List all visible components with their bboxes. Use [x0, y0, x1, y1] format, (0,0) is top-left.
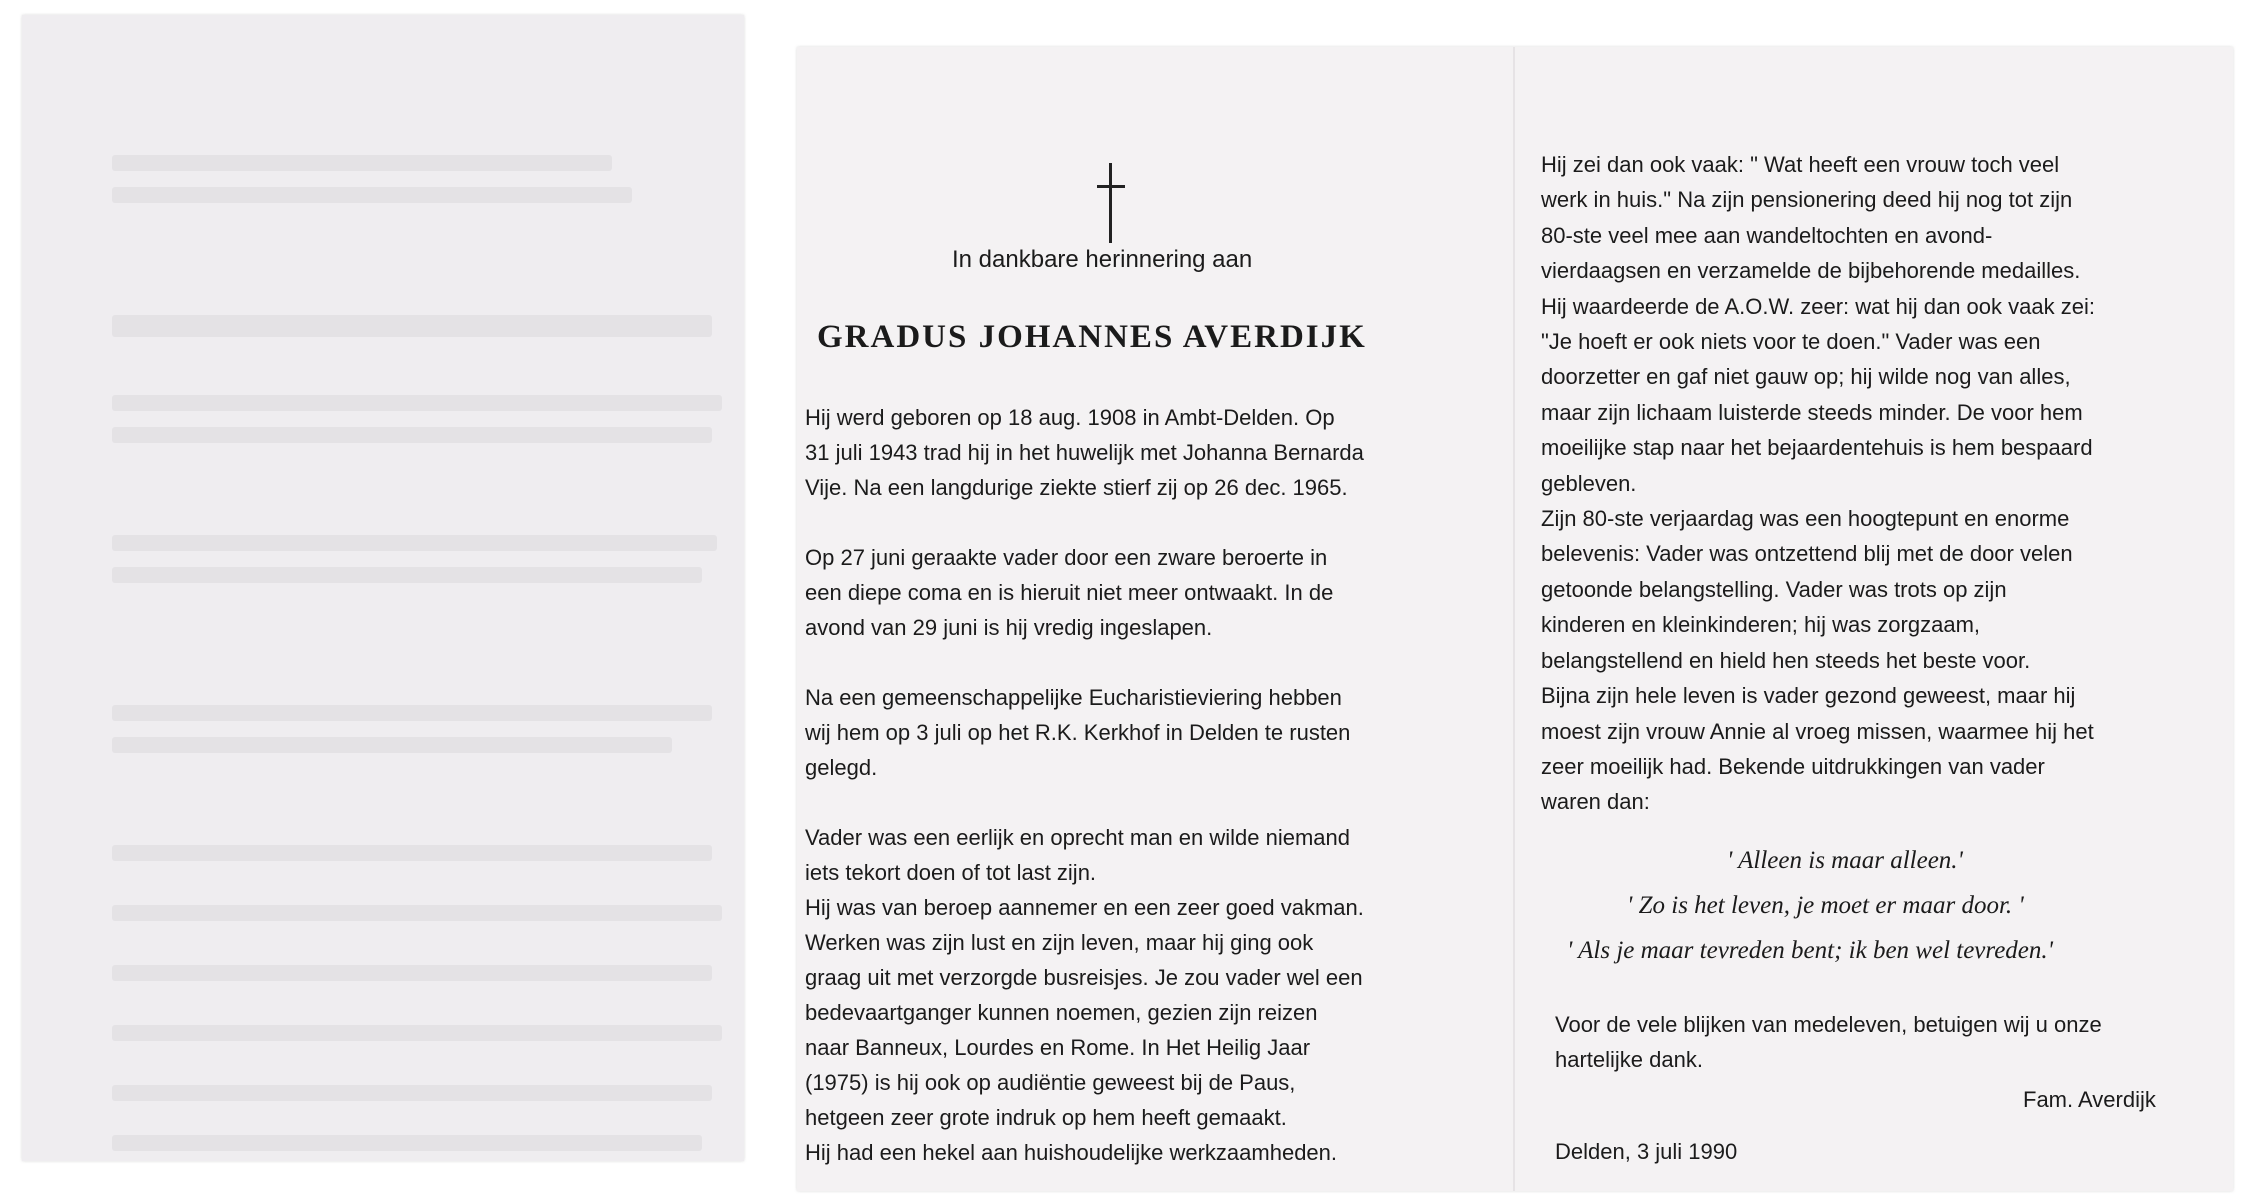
show-through-text — [112, 965, 712, 981]
text-line: maar zijn lichaam luisterde steeds minder. De voor hem — [1541, 399, 2083, 425]
show-through-text — [112, 427, 712, 443]
text-line: Zijn 80-ste verjaardag was een hoogtepunt en enorme — [1541, 506, 2070, 532]
show-through-text — [112, 1135, 702, 1151]
paragraph-life — [805, 820, 1445, 1170]
show-through-text — [112, 567, 702, 583]
text-line: getoonde belangstelling. Vader was trots op zijn — [1541, 576, 2007, 602]
paragraph-birth-marriage — [805, 400, 1445, 505]
text-line: Op 27 juni geraakte vader door een zware beroerte in — [805, 545, 1328, 570]
show-through-text — [112, 1085, 712, 1101]
text-line: gebleven. — [1541, 470, 1637, 496]
show-through-text — [112, 845, 712, 861]
text-line: kinderen en kleinkinderen; hij was zorgzaam, — [1541, 612, 1981, 638]
show-through-text — [112, 395, 722, 411]
text-line: doorzetter en gaf niet gauw op; hij wilde nog van alles, — [1541, 364, 2071, 390]
text-line: belangstellend en hield hen steeds het beste voor. — [1541, 647, 2031, 673]
text-line: hetgeen zeer grote indruk op hem heeft gemaakt. — [805, 1105, 1287, 1130]
cross-icon — [1091, 163, 1131, 243]
card-fold — [1513, 47, 1515, 1191]
right-column — [1541, 147, 2181, 820]
show-through-text — [112, 315, 712, 337]
signature: Fam. Averdijk — [2023, 1087, 2156, 1112]
text-line: zeer moeilijk had. Bekende uitdrukkingen van vader — [1541, 753, 2045, 779]
place-date: Delden, 3 juli 1990 — [1555, 1139, 1738, 1164]
text-line: bedevaartganger kunnen noemen, gezien zijn reizen — [805, 1000, 1318, 1025]
text-line: iets tekort doen of tot last zijn. — [805, 860, 1097, 885]
text-line: een diepe coma en is hieruit niet meer ontwaakt. In de — [805, 580, 1334, 605]
quote-3: ' Als je maar tevreden bent; ik ben wel tevreden.' — [1567, 937, 2053, 964]
text-line: 80-ste veel mee aan wandeltochten en avond- — [1541, 222, 1993, 248]
text-line: moeilijke stap naar het bejaardentehuis is hem bespaard — [1541, 435, 2093, 461]
text-line: avond van 29 juni is hij vredig ingeslapen. — [805, 615, 1213, 640]
intro-line: In dankbare herinnering aan — [952, 246, 1253, 273]
text-line: naar Banneux, Lourdes en Rome. In Het Heilig Jaar — [805, 1035, 1311, 1060]
card-back-side — [22, 15, 744, 1161]
deceased-name: GRADUS JOHANNES AVERDIJK — [817, 319, 1367, 355]
text-line: belevenis: Vader was ontzettend blij met de door velen — [1541, 541, 2073, 567]
text-line: Hij waardeerde de A.O.W. zeer: wat hij dan ook vaak zei: — [1541, 293, 2095, 319]
text-line: Hij was van beroep aannemer en een zeer goed vakman. — [805, 895, 1364, 920]
text-line: Na een gemeenschappelijke Eucharistieviering hebben — [805, 685, 1342, 710]
text-line: Hij had een hekel aan huishoudelijke werkzaamheden. — [805, 1140, 1338, 1165]
text-line: (1975) is hij ook op audiëntie geweest bij de Paus, — [805, 1070, 1296, 1095]
text-line: wij hem op 3 juli op het R.K. Kerkhof in Delden te rusten — [805, 720, 1351, 745]
left-column — [805, 400, 1445, 1170]
show-through-text — [112, 705, 712, 721]
text-line: Voor de vele blijken van medeleven, betuigen wij u onze — [1555, 1012, 2102, 1037]
text-line: hartelijke dank. — [1555, 1047, 1703, 1072]
thanks-text — [1555, 1007, 2102, 1077]
show-through-text — [112, 535, 717, 551]
show-through-text — [112, 1025, 722, 1041]
text-line: Bijna zijn hele leven is vader gezond geweest, maar hij — [1541, 683, 2076, 709]
text-line: moest zijn vrouw Annie al vroeg missen, waarmee hij het — [1541, 718, 2094, 744]
quote-1: ' Alleen is maar alleen.' — [1727, 847, 1963, 874]
text-line: graag uit met verzorgde busreisjes. Je zou vader wel een — [805, 965, 1363, 990]
paragraph-death — [805, 540, 1445, 645]
quote-2: ' Zo is het leven, je moet er maar door. ' — [1627, 892, 2024, 919]
text-line: Hij werd geboren op 18 aug. 1908 in Ambt-Delden. Op — [805, 405, 1335, 430]
text-line: Hij zei dan ook vaak: " Wat heeft een vrouw toch veel — [1541, 152, 2060, 177]
text-line: vierdaagsen en verzamelde de bijbehorende medailles. — [1541, 258, 2081, 284]
paragraph-burial — [805, 680, 1445, 785]
text-line: werk in huis." Na zijn pensionering deed hij nog tot zijn — [1541, 187, 2073, 213]
show-through-text — [112, 737, 672, 753]
text-line: Vader was een eerlijk en oprecht man en wilde niemand — [805, 825, 1351, 850]
show-through-text — [112, 187, 632, 203]
text-line: "Je hoeft er ook niets voor te doen." Vader was een — [1541, 329, 2041, 355]
text-line: waren dan: — [1541, 789, 1650, 815]
text-line: gelegd. — [805, 755, 878, 780]
text-line: Vije. Na een langdurige ziekte stierf zij op 26 dec. 1965. — [805, 475, 1348, 500]
show-through-text — [112, 155, 612, 171]
show-through-text — [112, 905, 722, 921]
text-line: 31 juli 1943 trad hij in het huwelijk met Johanna Bernarda — [805, 440, 1364, 465]
memorial-card — [797, 47, 2233, 1191]
text-line: Werken was zijn lust en zijn leven, maar hij ging ook — [805, 930, 1314, 955]
